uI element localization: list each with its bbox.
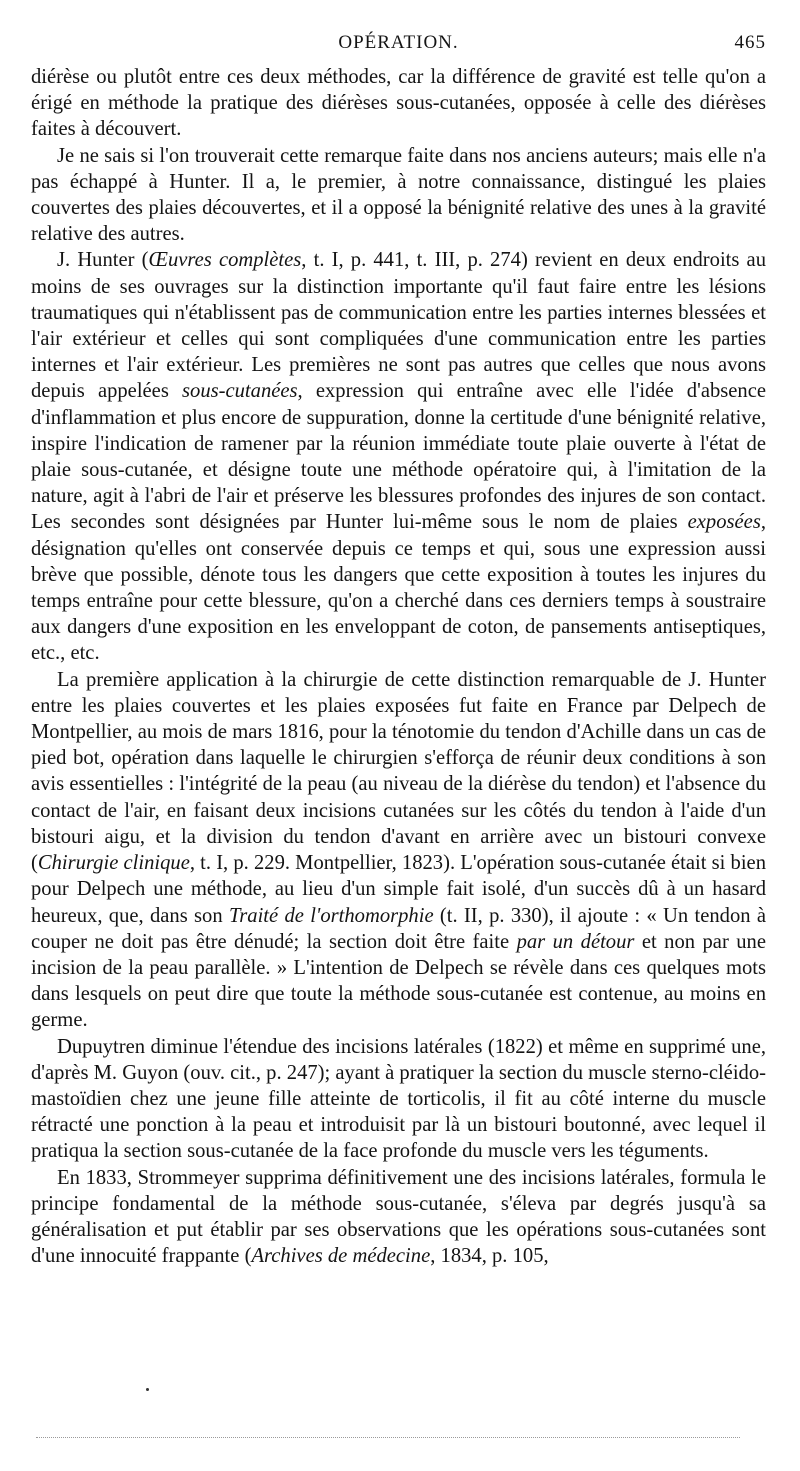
paragraph xyxy=(31,1165,766,1270)
paragraph xyxy=(31,64,766,143)
text-segment: , désignation qu'elles ont conservée depuis ce temps et qui, sous une expression aussi brève que possible, dénote tous les dangers que cette exposition à toutes les injures du temps entraîne pour cette blessure, qu'on a cherché dans ces derniers temps à soustraire aux dangers d'une exposition en les enveloppant de coton, de pansements antiseptiques, etc., etc. xyxy=(31,511,766,665)
paragraph xyxy=(31,1034,766,1165)
print-speck xyxy=(146,1388,149,1391)
text-segment: Je ne sais si l'on trouverait cette remarque faite dans nos anciens auteurs; mais elle n'a pas échappé à Hunter. Il a, le premier, à notre connaissance, distingué les plaies couvertes des plaies découvertes, et il a opposé la bénignité relative des unes à la gravité relative des autres. xyxy=(31,144,766,246)
text-segment: La première application à la chirurgie de cette distinction remarquable de J. Hunter entre les plaies couvertes et les plaies exposées fut faite en France par Delpech de Montpellier, au mois de mars 1816, pour la ténotomie du tendon d'Achille dans un cas de pied bot, opération dans laquelle le chirurgien s'efforça de réunir deux conditions à son avis essentielles : l'intégrité de la peau (au niveau de la diérèse du tendon) et l'absence du contact de l'air, en faisant deux incisions cutanées sur les côtés du tendon à l'aide d'un bistouri aigu, et la division du tendon d'avant en arrière avec un bistouri convexe ( xyxy=(31,668,766,875)
text-segment: , t. I, p. 441, t. III, p. 274) revient en deux endroits au moins de ses ouvrages sur la distinction importante qu'il faut faire entre les lésions traumatiques qui n'établissent pas de communication entre les parties internes blessées et l'air extérieur et celles qui sont compliquées d'une communication entre les parties internes et l'air extérieur. Les premières ne sont pas autres que celles que nous avons depuis appelées xyxy=(31,249,766,403)
text-segment: En 1833, Strommeyer supprima définitivement une des incisions latérales, formula le principe fondamental de la méthode sous-cutanée, s'éleva par degrés jusqu'à sa généralisation et put établir par ses observations que les opérations sous-cutanées sont d'une innocuité frappante ( xyxy=(31,1166,766,1268)
italic-text: Œuvres complètes xyxy=(148,249,302,272)
italic-text: exposées xyxy=(687,511,761,534)
page-number: 465 xyxy=(734,32,766,53)
text-segment: J. Hunter ( xyxy=(57,249,149,272)
paragraph xyxy=(31,247,766,666)
text-segment: diérèse ou plutôt entre ces deux méthodes, car la différence de gravité est telle qu'on a érigé en méthode la pratique des diérèses sous-cutanées, opposée à celle des diérèses faites à découvert. xyxy=(31,66,766,141)
body-text xyxy=(31,64,766,1269)
text-segment: Dupuytren diminue l'étendue des incisions latérales (1822) et même en supprimé une, d'après M. Guyon (ouv. cit., p. 247); ayant à pratiquer la section du muscle sterno-cléido-mastoïdien chez une jeune fille atteinte de torticolis, il fit au côté interne du muscle rétracté une ponction à la peau et introduisit par là un bistouri boutonné, avec lequel il pratiqua la section sous-cutanée de la face profonde du muscle vers les téguments. xyxy=(31,1035,766,1163)
paragraph xyxy=(31,143,766,248)
running-title: OPÉRATION. xyxy=(338,32,459,53)
text-segment: et non par une incision de la peau parallèle. » L'intention de Delpech se révèle dans ces quelques mots dans lesquels on peut dire que toute la méthode sous-cutanée est contenue, au moins en germe. xyxy=(31,930,766,1032)
bottom-print-rule xyxy=(36,1437,740,1438)
italic-text: sous-cutanées xyxy=(182,380,298,403)
italic-text: par un détour xyxy=(516,930,635,953)
italic-text: Archives de médecine xyxy=(251,1245,431,1268)
text-segment: , expression qui entraîne avec elle l'idée d'absence d'inflammation et plus encore de suppuration, donne la certitude d'une bénignité relative, inspire l'indication de ramener par la réunion immédiate toute plaie ouverte à l'état de plaie sous-cutanée, et désigne toute une méthode opératoire qui, à l'imitation de la nature, agit à l'abri de l'air et préserve les blessures profondes des injures de son contact. Les secondes sont désignées par Hunter lui-même sous le nom de plaies xyxy=(31,380,766,534)
text-segment: , t. I, p. 229. Montpellier, 1823). L'opération sous-cutanée était si bien pour Delpech une méthode, au lieu d'un simple fait isolé, d'un succès dû à un hasard heureux, que, dans son xyxy=(31,852,766,927)
text-segment: , 1834, p. 105, xyxy=(430,1245,549,1268)
italic-text: Traité de l'orthomorphie xyxy=(228,904,434,927)
text-segment: (t. II, p. 330), il ajoute : « Un tendon à couper ne doit pas être dénudé; la section doit être faite xyxy=(31,904,766,953)
italic-text: Chirurgie clinique xyxy=(37,852,190,875)
paragraph xyxy=(31,667,766,1034)
running-head xyxy=(31,30,766,64)
